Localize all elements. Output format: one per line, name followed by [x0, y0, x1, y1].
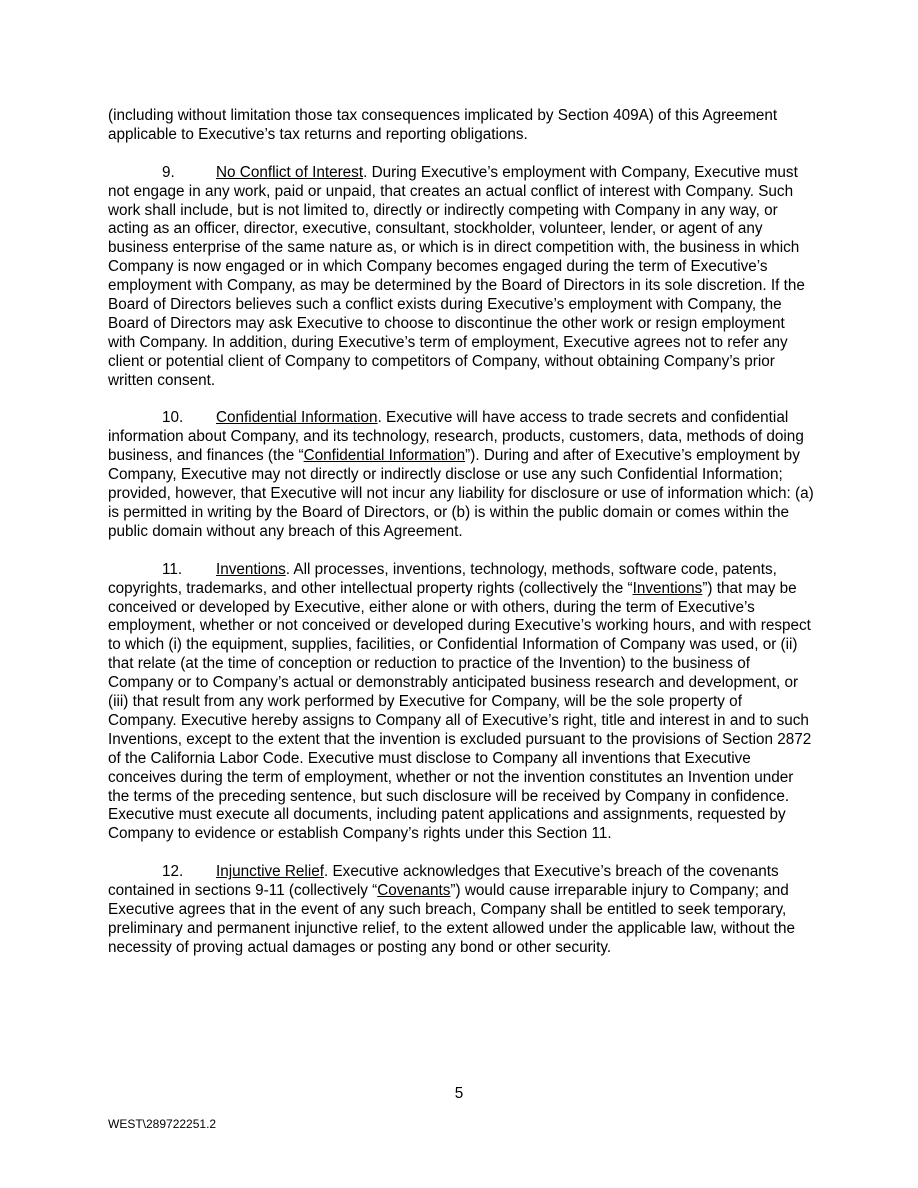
document-id: WEST\289722251.2 [108, 1117, 217, 1131]
section-number: 9. [162, 163, 175, 181]
section-number: 11. [162, 560, 183, 578]
section-10-paragraph [108, 409, 814, 541]
section-9-paragraph [108, 164, 814, 391]
continuation-paragraph: (including without limitation those tax consequences implicated by Section 409A) of this Agreement applicable to Executive’s tax returns and reporting obligations. [108, 107, 778, 143]
section-text-continued: ”) that may be conceived or developed by Executive, either alone or with others, during the term of Executive’s employment, whether or not conceived or developed during Executive’s working hours, and with respect to which (i) the equipment, supplies, facilities, or Confidential Information of Company was used, or (ii) that relate (at the time of conception or reduction to practice of the Invention) to the business of Company or to Company’s actual or demonstrably anticipated business research and development, or (iii) that result from any work performed by Executive for Company, will be the sole property of Company. Executive hereby assigns to Company all of Executive’s right, title and interest in and to such Inventions, except to the extent that the invention is excluded pursuant to the provisions of Section 2872 of the California Labor Code. Executive must disclose to Company all inventions that Executive conceives during the term of employment, whether or not the invention constitutes an Invention under the terms of the preceding sentence, but such disclosure will be received by Company in confidence. Executive must execute all documents, including patent applications and assignments, requested by Company to evidence or establish Company’s rights under this Section 11. [108, 579, 812, 843]
section-text: . All processes, inventions, technology, methods, software code, patents, copyrights, trademarks, and other intellectual property rights (collectively the “ [108, 560, 777, 597]
section-text: . Executive will have access to trade secrets and confidential information about Company, and its technology, research, products, customers, data, methods of doing business, and finances (the “ [108, 409, 804, 465]
section-heading: Confidential Information [216, 409, 378, 427]
document-body [108, 107, 814, 977]
defined-term: Covenants [377, 882, 451, 900]
section-heading: Inventions [216, 560, 286, 578]
section-11-paragraph [108, 561, 814, 845]
section-text-continued: ”) would cause irreparable injury to Company; and Executive agrees that in the event of any such breach, Company shall be entitled to seek temporary, preliminary and permanent injunctive relief, to the extent allowed under the applicable law, without the necessity of proving actual damages or posting any bond or other security. [108, 882, 796, 956]
section-text: . During Executive’s employment with Company, Executive must not engage in any work, paid or unpaid, that creates an actual conflict of interest with Company. Such work shall include, but is not limited to, directly or indirectly competing with Company in any way, or acting as an officer, director, executive, consultant, stockholder, volunteer, lender, or agent of any business enterprise of the same nature as, or which is in direct competition with, the business in which Company is now engaged or in which Company becomes engaged during the term of Executive’s employment with Company, as may be determined by the Board of Directors in its sole discretion. If the Board of Directors believes such a conflict exists during Executive’s employment with Company, the Board of Directors may ask Executive to choose to discontinue the other work or resign employment with Company. In addition, during Executive’s term of employment, Executive agrees not to refer any client or potential client of Company to competitors of Company, without obtaining Company’s prior written consent. [108, 163, 805, 389]
section-text: . Executive acknowledges that Executive’s breach of the covenants contained in sections 9-11 (collectively “ [108, 863, 779, 900]
section-text-continued: ”). During and after of Executive’s employment by Company, Executive may not directly or indirectly disclose or use any such Confidential Information; provided, however, that Executive will not incur any liability for disclosure or use of information which: (a) is permitted in writing by the Board of Directors, or (b) is within the public domain or comes within the public domain without any breach of this Agreement. [108, 447, 814, 540]
section-heading: Injunctive Relief [216, 863, 324, 881]
defined-term: Confidential Information [303, 447, 466, 465]
page-number: 5 [454, 1085, 464, 1102]
section-heading: No Conflict of Interest [216, 163, 364, 181]
section-12-paragraph [108, 863, 814, 958]
section-number: 12. [162, 863, 184, 881]
defined-term: Inventions [632, 579, 703, 597]
section-number: 10. [162, 409, 184, 427]
